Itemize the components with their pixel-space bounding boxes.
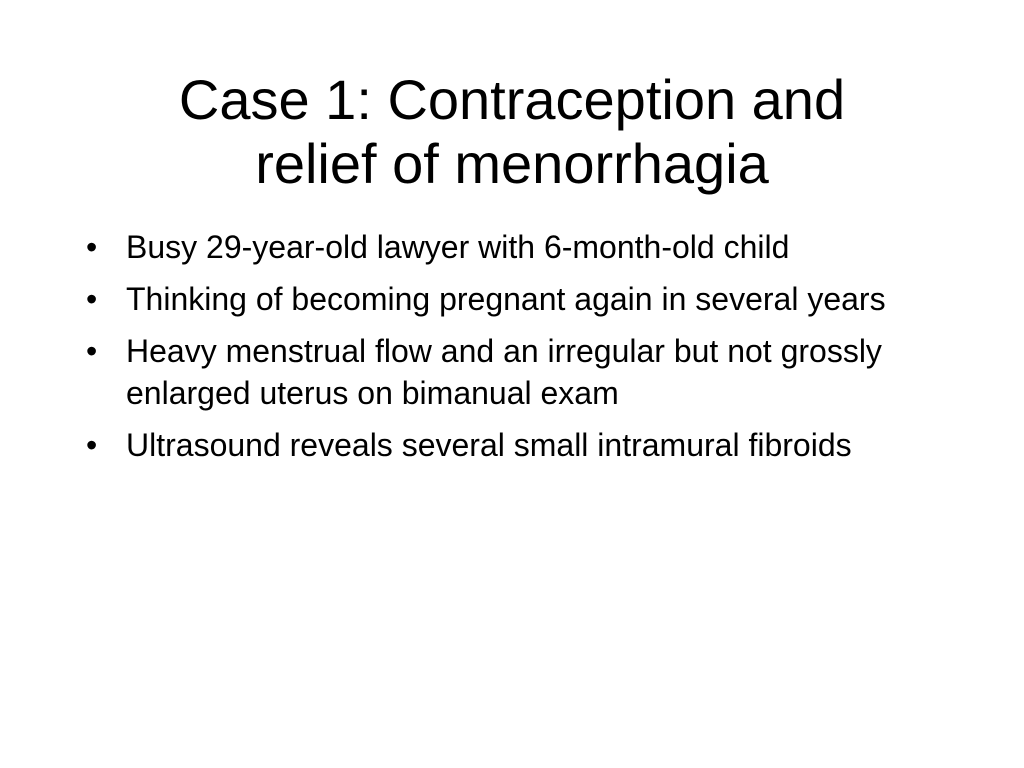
bullet-marker: • [86, 333, 98, 369]
bullet-text: Heavy menstrual flow and an irregular but not grossly enlarged uterus on bimanual exam [126, 333, 882, 411]
slide-title-line-2: relief of menorrhagia [255, 132, 769, 195]
bullet-text: Thinking of becoming pregnant again in several years [126, 281, 886, 317]
bullet-list [84, 226, 954, 476]
bullet-marker: • [86, 281, 98, 317]
slide-title [80, 68, 944, 196]
bullet-text: Ultrasound reveals several small intramural fibroids [126, 427, 852, 463]
bullet-item-ultrasound [84, 424, 954, 466]
bullet-marker: • [86, 427, 98, 463]
bullet-marker: • [86, 229, 98, 265]
bullet-item-pregnancy-plans [84, 278, 954, 320]
slide-title-line-1: Case 1: Contraception and [178, 68, 846, 131]
bullet-item-exam-findings [84, 330, 954, 414]
bullet-item-patient [84, 226, 954, 268]
bullet-text: Busy 29-year-old lawyer with 6-month-old child [126, 229, 790, 265]
